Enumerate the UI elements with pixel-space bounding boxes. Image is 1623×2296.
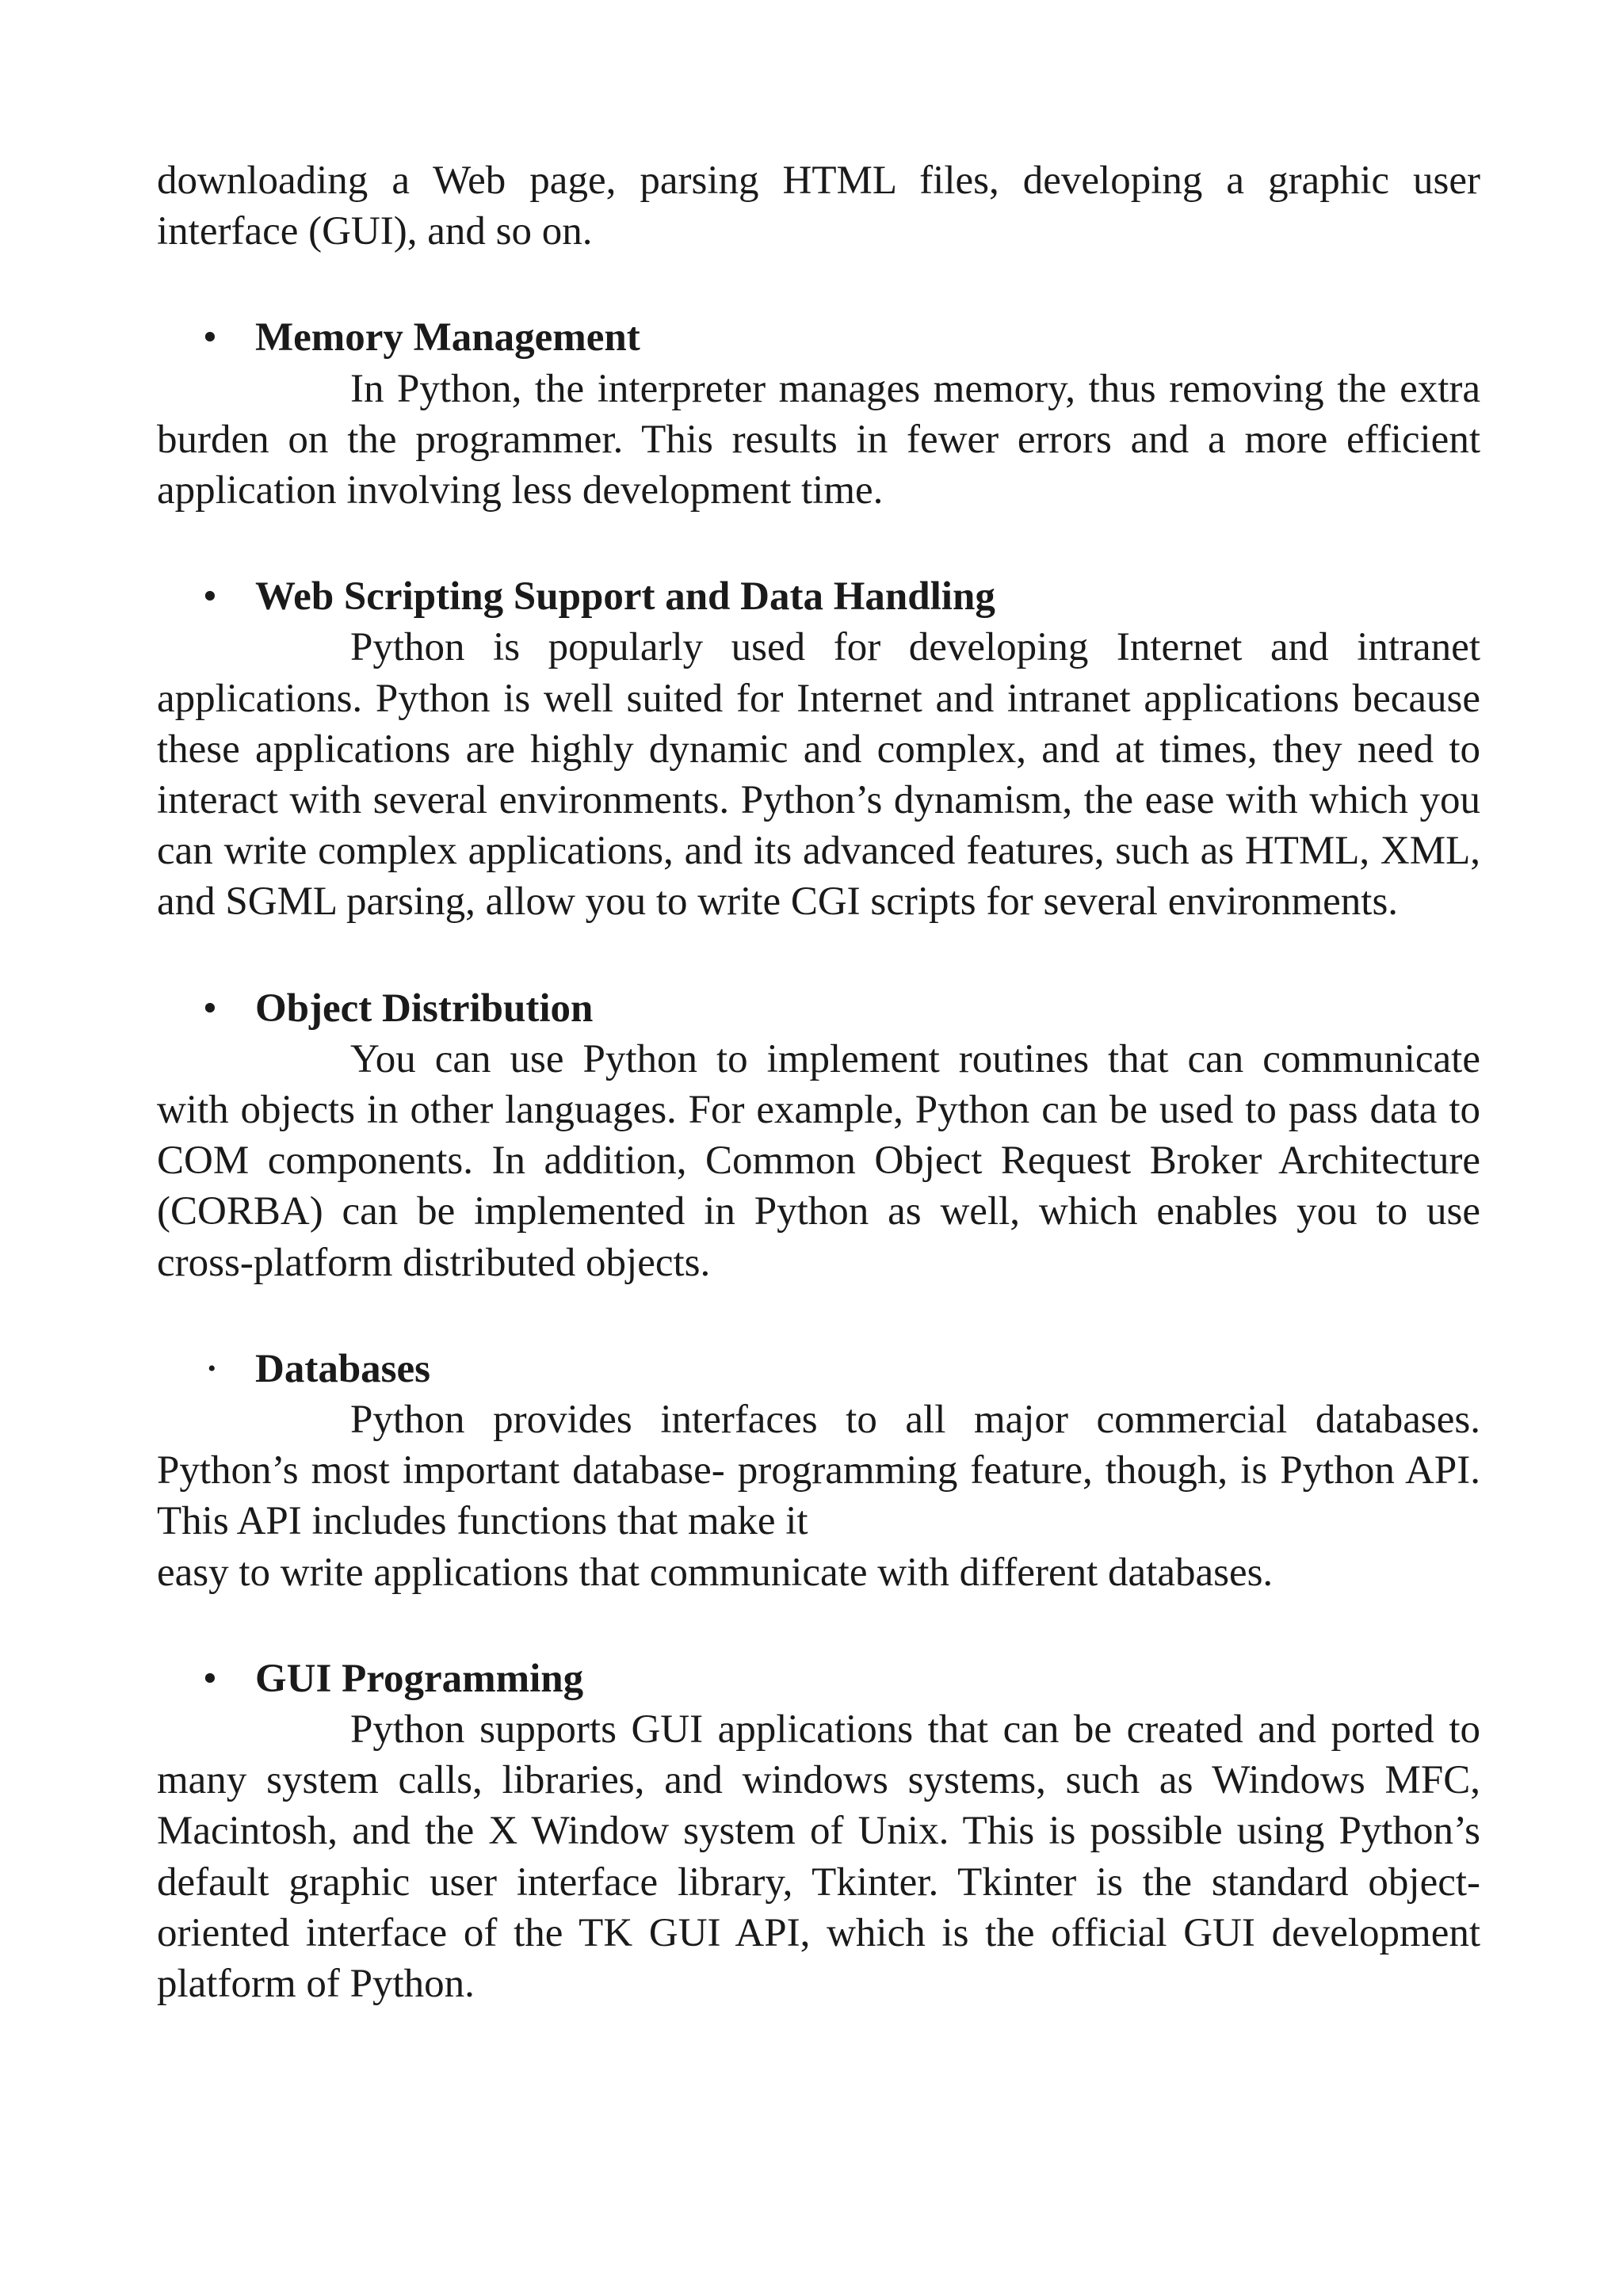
section-heading-memory-management (157, 312, 1480, 363)
section-heading-gui-programming (157, 1653, 1480, 1704)
spacer (157, 928, 1480, 983)
section-heading-text: Object Distribution (255, 986, 594, 1031)
spacer (157, 1598, 1480, 1653)
bullet-icon: • (203, 986, 217, 1031)
section-heading-object-distribution (157, 983, 1480, 1034)
bullet-icon: • (203, 574, 217, 620)
bullet-icon: • (203, 315, 217, 360)
intro-paragraph: downloading a Web page, parsing HTML files, developing a graphic user interface (GUI), and so on. (157, 158, 1480, 254)
section-paragraph-continuation: easy to write applications that communicate with different databases. (157, 1550, 1274, 1595)
spacer (157, 1288, 1480, 1344)
section-heading-text: GUI Programming (255, 1656, 584, 1701)
section-paragraph: Python provides interfaces to all major commercial databases. Python’s most important database- programming feature, though, is Python API. This API includes functions that make it (157, 1398, 1480, 1544)
document-page (157, 155, 1480, 2009)
bullet-icon: • (208, 1355, 216, 1382)
section-paragraph: Python supports GUI applications that can be created and ported to many system calls, libraries, and windows systems, such as Windows MFC, Macintosh, and the X Window system of Unix. This is possible using Python’s default graphic user interface library, Tkinter. Tkinter is the standard object-oriented interface of the TK GUI API, which is the official GUI development platform of Python. (157, 1707, 1480, 2007)
section-paragraph: You can use Python to implement routines that can communicate with objects in other languages. For example, Python can be used to pass data to COM components. In addition, Common Object Request Broker Architecture (CORBA) can be implemented in Python as well, which enables you to use cross-platform distributed objects. (157, 1036, 1480, 1285)
section-heading-text: Memory Management (255, 315, 640, 360)
spacer (157, 516, 1480, 571)
section-heading-text: Web Scripting Support and Data Handling (255, 574, 995, 620)
section-heading-text: Databases (255, 1346, 431, 1391)
bullet-icon: • (203, 1656, 217, 1701)
section-paragraph: In Python, the interpreter manages memory, thus removing the extra burden on the programmer. This results in fewer errors and a more efficient application involving less development time. (157, 366, 1480, 513)
section-heading-web-scripting (157, 571, 1480, 622)
section-paragraph: Python is popularly used for developing Internet and intranet applications. Python is well suited for Internet and intranet applications because these applications are highly dynamic and complex, and at times, they need to interact with several environments. Python’s dynamism, the ease with which you can write complex applications, and its advanced features, such as HTML, XML, and SGML parsing, allow you to write CGI scripts for several environments. (157, 625, 1480, 925)
spacer (157, 257, 1480, 312)
section-heading-databases (157, 1344, 1480, 1394)
